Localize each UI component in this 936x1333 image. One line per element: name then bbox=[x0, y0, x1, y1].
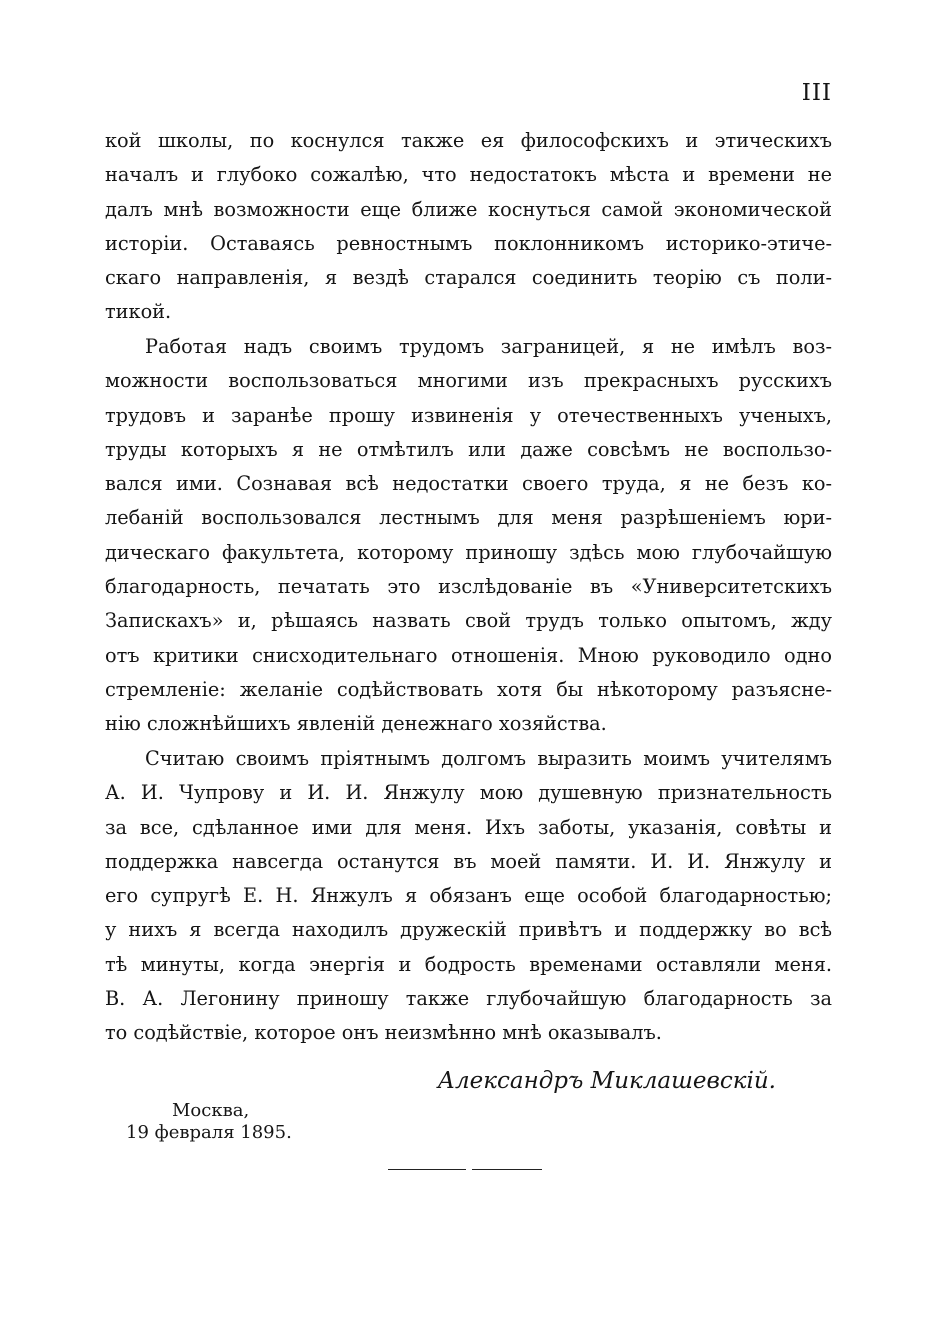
text-line: вался ими. Сознавая всѣ недостатки своего труда, я не безъ ко- bbox=[105, 472, 832, 496]
text-line: можности воспользоваться многими изъ прекрасныхъ русскихъ bbox=[105, 369, 832, 393]
text-line: трудовъ и заранѣе прошу извиненія у отечественныхъ ученыхъ, bbox=[105, 403, 832, 427]
paragraph-3 bbox=[105, 742, 832, 1051]
divider-segment bbox=[388, 1169, 466, 1170]
text-line: далъ мнѣ возможности еще ближе коснуться самой экономической bbox=[105, 197, 832, 221]
text-line: нію сложнѣйшихъ явленій денежнаго хозяйства. bbox=[105, 712, 607, 736]
text-line: А. И. Чупрову и И. И. Янжулу мою душевную признательность bbox=[105, 781, 832, 805]
text-line: скаго направленія, я вездѣ старался соединить теорію съ поли- bbox=[105, 266, 832, 290]
text-line: у нихъ я всегда находилъ дружескій привѣтъ и поддержку во всѣ bbox=[105, 918, 832, 942]
text-line: В. А. Легонину приношу также глубочайшую благодарность за bbox=[105, 987, 832, 1011]
divider-segment bbox=[472, 1169, 542, 1170]
text-line: стремленіе: желаніе содѣйствовать хотя бы нѣкоторому разъясне- bbox=[105, 677, 832, 701]
author-signature: Александръ Миклашевскій. bbox=[437, 1068, 776, 1094]
place-label: Москва, bbox=[172, 1100, 250, 1121]
text-line: то содѣйствіе, которое онъ неизмѣнно мнѣ оказывалъ. bbox=[105, 1021, 662, 1045]
text-line: тикой. bbox=[105, 300, 172, 324]
text-line: исторіи. Оставаясь ревностнымъ поклонникомъ историко-этиче- bbox=[105, 231, 832, 255]
text-line: труды которыхъ я не отмѣтилъ или даже совсѣмъ не воспользо- bbox=[105, 437, 832, 461]
text-line: Запискахъ» и, рѣшаясь назвать свой трудъ только опытомъ, жду bbox=[105, 609, 832, 633]
text-line: тѣ минуты, когда энергія и бодрость временами оставляли меня. bbox=[105, 952, 832, 976]
text-line: лебаній воспользовался лестнымъ для меня разрѣшеніемъ юри- bbox=[105, 506, 832, 530]
text-line: дическаго факультета, которому приношу здѣсь мою глубочайшую bbox=[105, 540, 832, 564]
text-line: его супругѣ Е. Н. Янжулъ я обязанъ еще особой благодарностью; bbox=[105, 884, 832, 908]
page-number: III bbox=[801, 80, 832, 106]
place-and-date bbox=[126, 1100, 292, 1144]
paragraph-1 bbox=[105, 124, 832, 330]
text-line: началъ и глубоко сожалѣю, что недостатокъ мѣста и времени не bbox=[105, 163, 832, 187]
text-line: благодарность, печатать это изслѣдованіе въ «Университетскихъ bbox=[105, 575, 832, 599]
text-line: поддержка навсегда останутся въ моей памяти. И. И. Янжулу и bbox=[105, 849, 832, 873]
text-line: за все, сдѣланное ими для меня. Ихъ заботы, указанія, совѣты и bbox=[105, 815, 832, 839]
text-line: кой школы, по коснулся также ея философскихъ и этическихъ bbox=[105, 129, 832, 152]
text-line: отъ критики снисходительнаго отношенія. Мною руководило одно bbox=[105, 643, 832, 667]
date-label: 19 февраля 1895. bbox=[126, 1122, 292, 1143]
paragraph-2 bbox=[105, 330, 832, 742]
text-line: Работая надъ своимъ трудомъ заграницей, я не имѣлъ воз- bbox=[145, 335, 832, 358]
end-divider bbox=[388, 1169, 542, 1170]
text-line: Считаю своимъ пріятнымъ долгомъ выразить моимъ учителямъ bbox=[145, 747, 832, 770]
